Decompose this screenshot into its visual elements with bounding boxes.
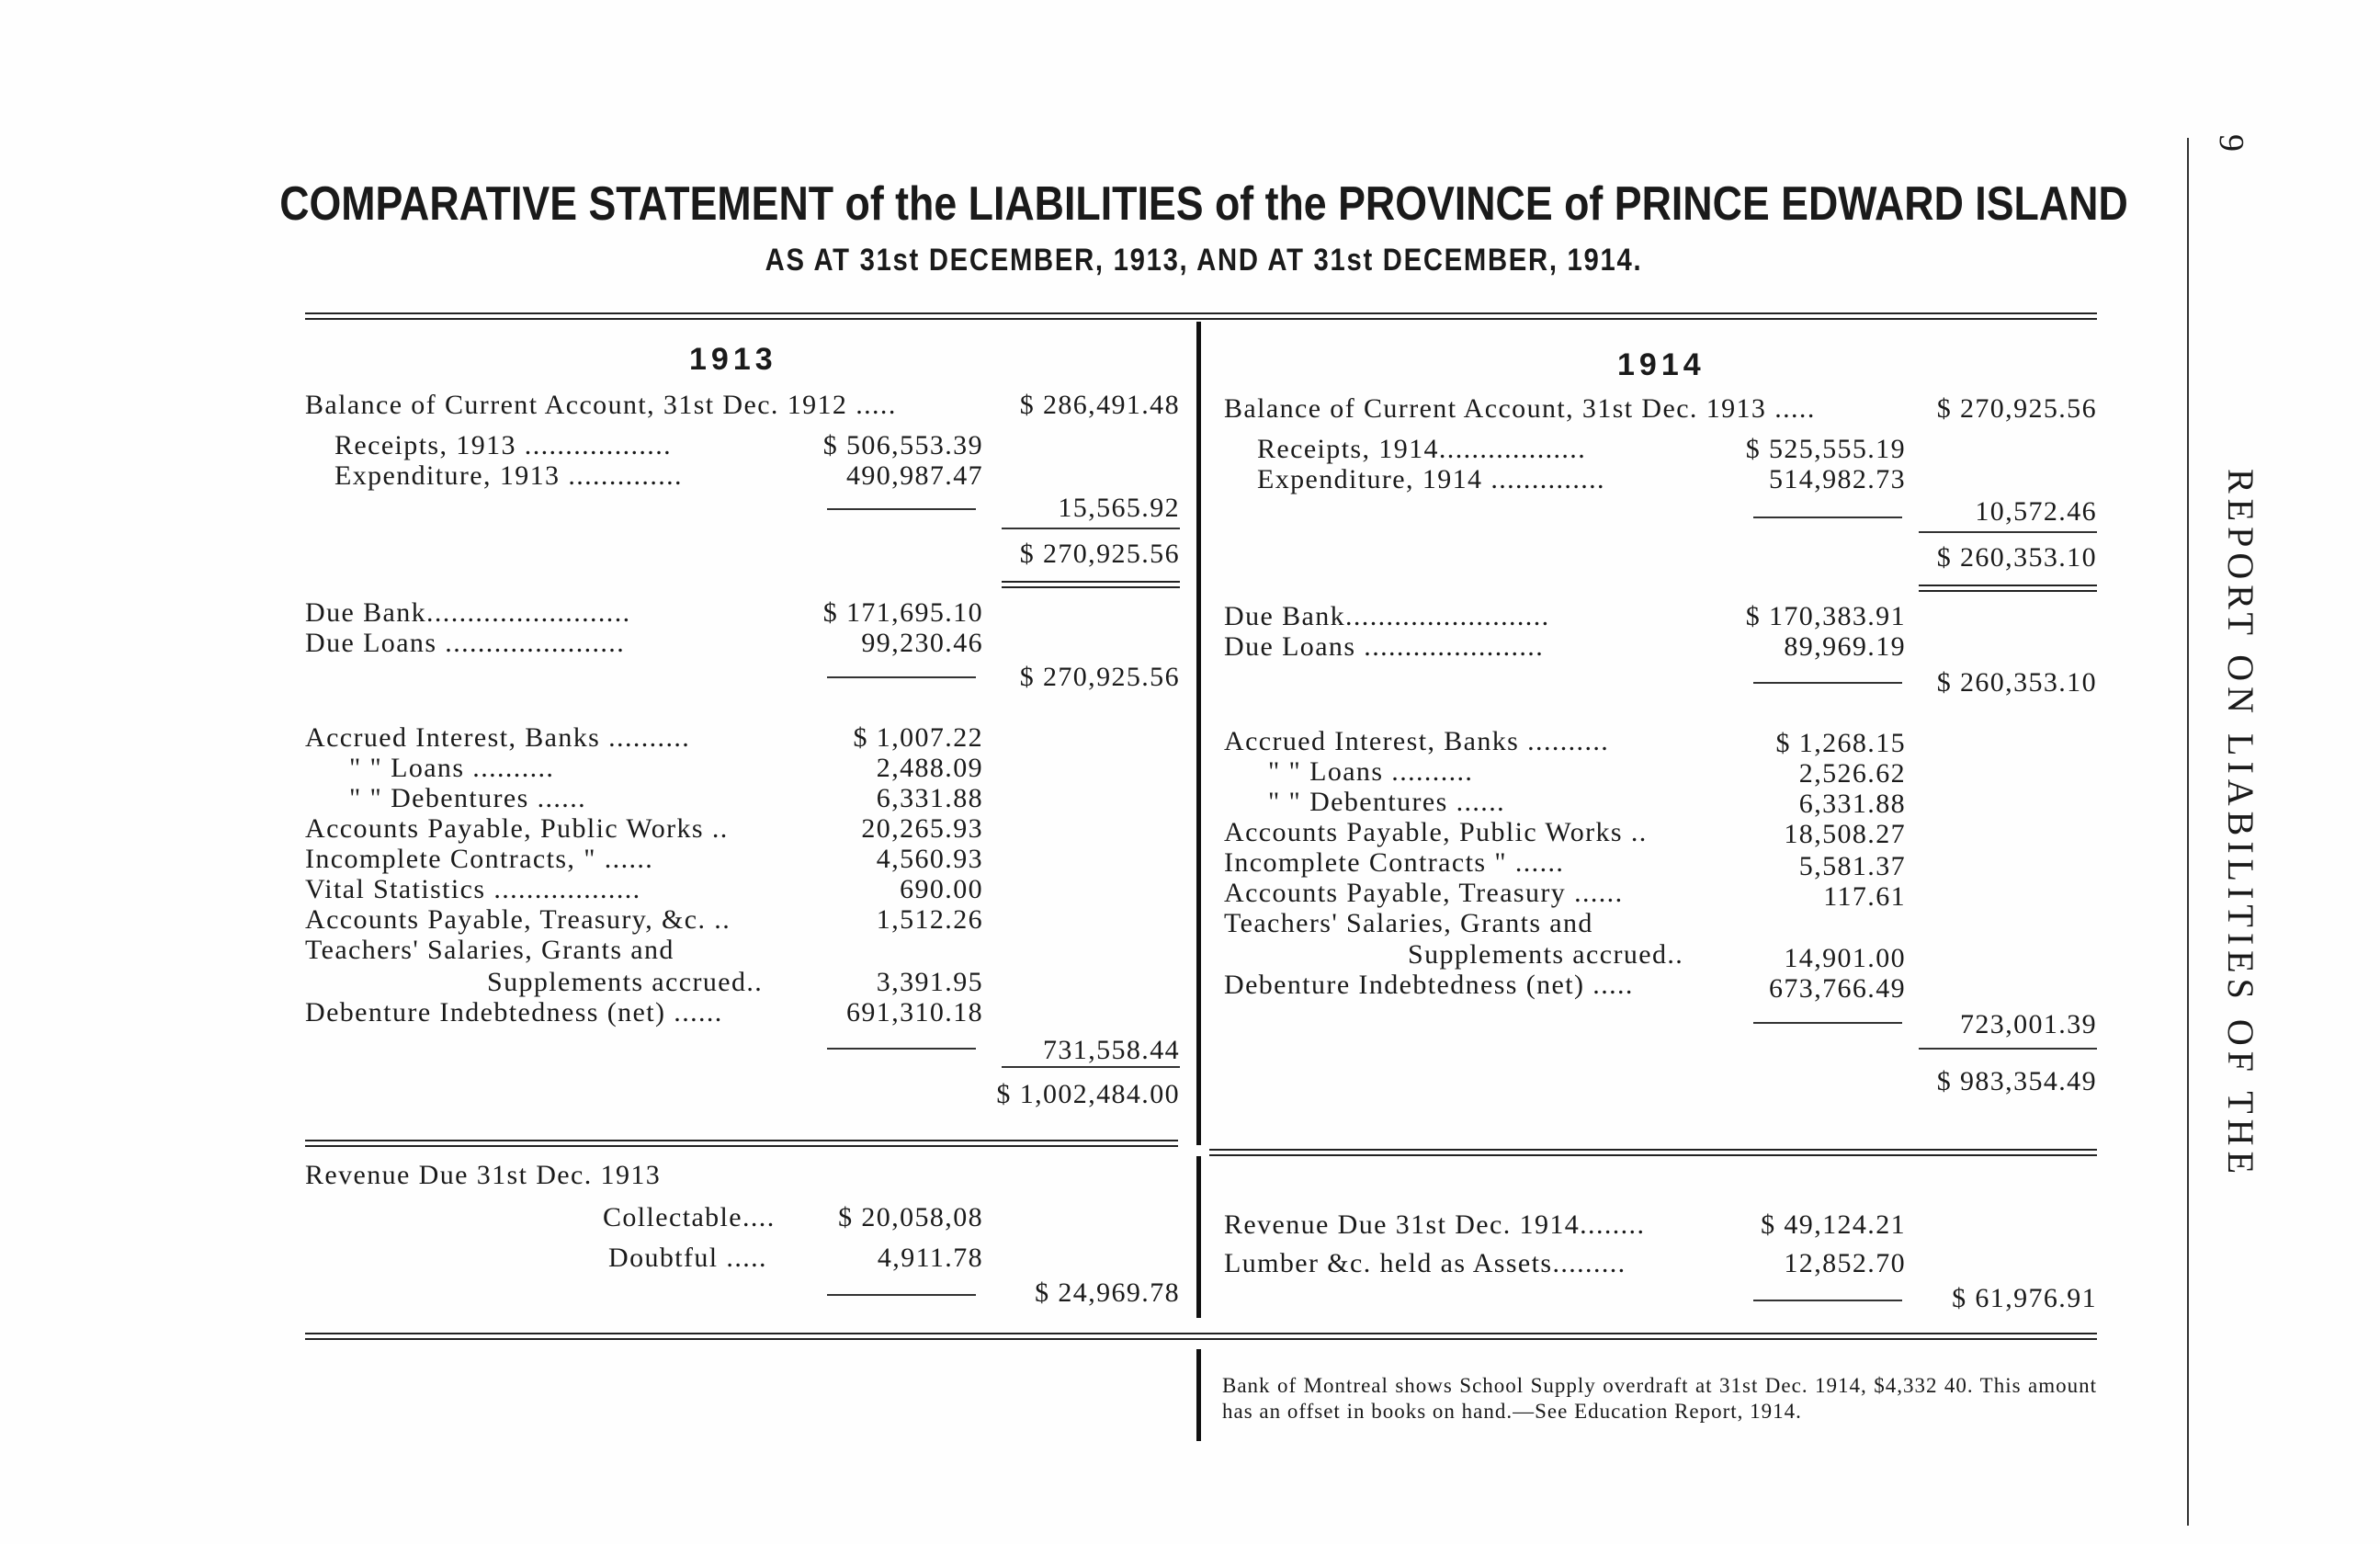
list-item-value: 691,310.18 [846, 997, 983, 1027]
expenditure-value: 514,982.73 [1769, 464, 1906, 494]
grand-total: $ 983,354.49 [1936, 1066, 2097, 1096]
sum-rule [1919, 1048, 2097, 1050]
list-item-label: Accounts Payable, Public Works .. [305, 813, 729, 844]
lumber-label: Lumber &c. held as Assets......... [1224, 1248, 1626, 1278]
balance-label: Balance of Current Account, 31st Dec. 1913 ..... [1224, 393, 1816, 424]
list-item-value: $ 1,007.22 [853, 722, 983, 753]
footnote: Bank of Montreal shows School Supply overdraft at 31st Dec. 1914, $4,332 40. This amount has an offset in books on hand.—See Education Report, 1914. [1222, 1374, 2097, 1423]
due-total: $ 270,925.56 [1019, 662, 1180, 692]
list-item-value: 4,560.93 [876, 844, 983, 874]
list-item-value: 673,766.49 [1769, 973, 1906, 1004]
list-item-label: Accrued Interest, Banks .......... [305, 722, 691, 753]
center-divider-lower [1196, 1349, 1201, 1441]
page-number: 9 [2212, 134, 2250, 152]
revenue-label: Revenue Due 31st Dec. 1913 [305, 1160, 662, 1190]
total-double-rule [1002, 581, 1180, 588]
page-subtitle: AS AT 31st DECEMBER, 1913, AND AT 31st DECEMBER, 1914. [765, 243, 1643, 278]
due-total: $ 260,353.10 [1936, 667, 2097, 698]
expenditure-value: 490,987.47 [846, 460, 983, 491]
list-item-label: Accrued Interest, Banks .......... [1224, 726, 1610, 756]
list-item-label: Supplements accrued.. [487, 967, 764, 997]
list-item-value: 2,526.62 [1798, 758, 1906, 789]
revenue-label: Revenue Due 31st Dec. 1914........ [1224, 1209, 1646, 1240]
lumber-value: 12,852.70 [1784, 1248, 1906, 1278]
list-item-value: 117.61 [1823, 881, 1906, 912]
doubtful-value: 4,911.78 [877, 1243, 983, 1273]
sum-rule [1002, 528, 1180, 529]
due-bank-value: $ 171,695.10 [822, 597, 983, 628]
due-bank-label: Due Bank......................... [1224, 601, 1550, 631]
due-loans-label: Due Loans ...................... [1224, 631, 1545, 662]
list-item-label: " " Loans .......... [349, 753, 555, 783]
net-value: 15,565.92 [1058, 493, 1180, 523]
list-item-label: Accounts Payable, Treasury ...... [1224, 878, 1624, 908]
doubtful-label: Doubtful ..... [608, 1243, 767, 1273]
list-item-label: Debenture Indebtedness (net) ...... [305, 997, 723, 1027]
year-heading-1913: 1913 [689, 342, 777, 377]
list-item-label: Debenture Indebtedness (net) ..... [1224, 970, 1634, 1000]
top-double-rule [305, 312, 2097, 320]
running-head: REPORT ON LIABILITIES OF THE [2220, 469, 2261, 1179]
list-item-value: $ 1,268.15 [1775, 728, 1906, 758]
list-item-label: " " Debentures ...... [1268, 787, 1506, 817]
collectable-value: $ 20,058,08 [838, 1202, 983, 1232]
list-item-label: Incomplete Contracts " ...... [1224, 847, 1565, 878]
receipts-label: Receipts, 1914.................. [1257, 434, 1587, 464]
list-item-label: Teachers' Salaries, Grants and [1224, 908, 1593, 938]
expenditure-label: Expenditure, 1913 .............. [334, 460, 683, 491]
middle-double-rule-right [1209, 1149, 2097, 1156]
list-item-label: " " Debentures ...... [349, 783, 587, 813]
total-double-rule [1919, 585, 2097, 592]
balance-total: $ 260,353.10 [1936, 542, 2097, 573]
revenue-total: $ 61,976.91 [1952, 1283, 2097, 1313]
margin-rule [2187, 138, 2189, 1526]
list-item-value: 14,901.00 [1784, 943, 1906, 973]
list-item-value: 5,581.37 [1798, 851, 1906, 881]
expenditure-label: Expenditure, 1914 .............. [1257, 464, 1605, 494]
collectable-label: Collectable.... [603, 1202, 776, 1232]
balance-label: Balance of Current Account, 31st Dec. 1912 ..... [305, 390, 897, 420]
list-item-value: 20,265.93 [861, 813, 983, 844]
due-bank-label: Due Bank......................... [305, 597, 631, 628]
list-item-value: 18,508.27 [1784, 819, 1906, 849]
list-item-label: Accounts Payable, Public Works .. [1224, 817, 1648, 847]
due-loans-label: Due Loans ...................... [305, 628, 626, 658]
middle-double-rule-left [305, 1140, 1178, 1147]
items-total: 723,001.39 [1960, 1009, 2097, 1039]
due-bank-value: $ 170,383.91 [1745, 601, 1906, 631]
list-item-label: Vital Statistics .................. [305, 874, 641, 904]
year-heading-1914: 1914 [1617, 347, 1706, 382]
grand-total: $ 1,002,484.00 [996, 1079, 1180, 1109]
revenue-value: $ 49,124.21 [1761, 1209, 1906, 1240]
list-item-label: Accounts Payable, Treasury, &c. .. [305, 904, 731, 935]
bottom-double-rule [305, 1333, 2097, 1340]
list-item-value: 690.00 [900, 874, 983, 904]
balance-total: $ 270,925.56 [1019, 539, 1180, 569]
receipts-value: $ 506,553.39 [822, 430, 983, 460]
list-item-label: Incomplete Contracts, " ...... [305, 844, 654, 874]
due-loans-value: 99,230.46 [861, 628, 983, 658]
balance-value: $ 270,925.56 [1936, 393, 2097, 424]
page-title: COMPARATIVE STATEMENT of the LIABILITIES of the PROVINCE of PRINCE EDWARD ISLAND [279, 177, 2128, 231]
list-item-value: 1,512.26 [876, 904, 983, 935]
center-divider-middle [1196, 1156, 1201, 1318]
list-item-value: 3,391.95 [876, 967, 983, 997]
center-divider-upper [1196, 322, 1201, 1145]
list-item-value: 2,488.09 [876, 753, 983, 783]
receipts-value: $ 525,555.19 [1745, 434, 1906, 464]
list-item-label: " " Loans .......... [1268, 756, 1474, 787]
revenue-total: $ 24,969.78 [1035, 1277, 1180, 1308]
receipts-label: Receipts, 1913 .................. [334, 430, 673, 460]
list-item-value: 6,331.88 [1798, 789, 1906, 819]
sum-rule [1002, 1066, 1180, 1068]
due-loans-value: 89,969.19 [1784, 631, 1906, 662]
balance-value: $ 286,491.48 [1019, 390, 1180, 420]
sum-rule [1919, 531, 2097, 533]
net-value: 10,572.46 [1975, 496, 2097, 527]
list-item-value: 6,331.88 [876, 783, 983, 813]
list-item-label: Supplements accrued.. [1408, 939, 1684, 970]
items-total: 731,558.44 [1043, 1035, 1180, 1065]
list-item-label: Teachers' Salaries, Grants and [305, 935, 674, 965]
